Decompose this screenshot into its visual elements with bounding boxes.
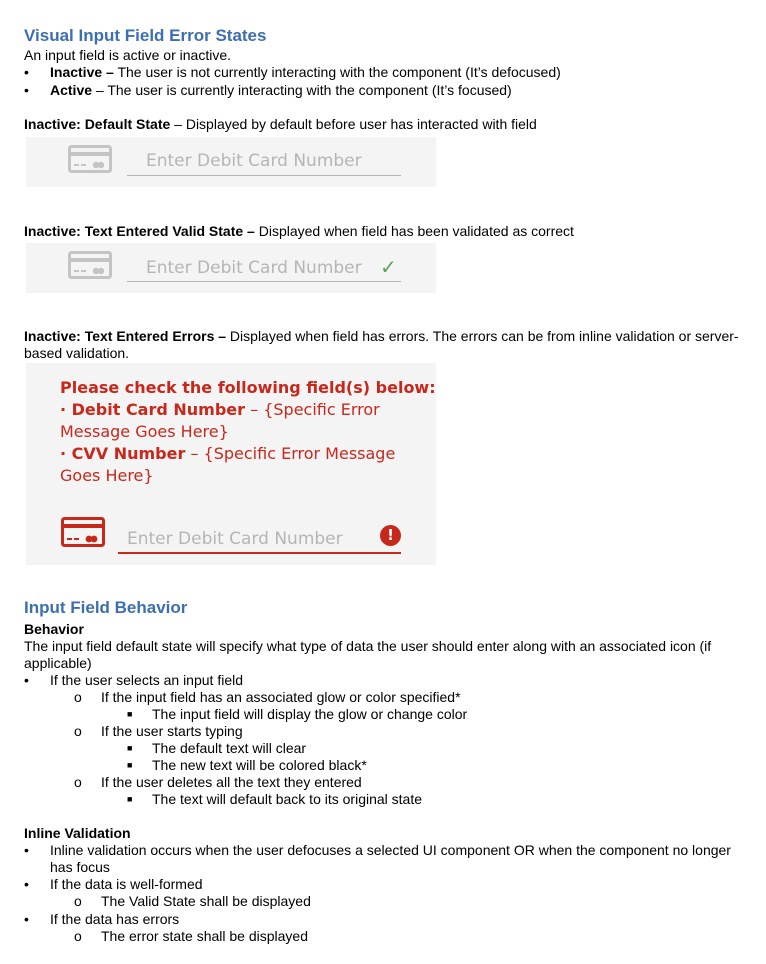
list-item: If the user starts typing	[101, 723, 243, 739]
error-msg-cont: Message Goes Here}	[60, 422, 229, 441]
error-item	[60, 444, 395, 463]
bullet-circle: o	[74, 774, 82, 790]
state-desc: Displayed when field has errors. The errors can be from inline validation or server-	[226, 328, 739, 344]
behavior-paragraph-cont: applicable)	[24, 655, 92, 671]
inline-validation-heading: Inline Validation	[24, 825, 131, 841]
alert-icon: !	[380, 525, 401, 546]
list-item: The input field will display the glow or change color	[152, 706, 468, 722]
bullet-square: ■	[127, 743, 133, 753]
section-title: Input Field Behavior	[24, 598, 188, 617]
input-underline	[127, 175, 401, 176]
error-msg: – {Specific Error Message	[185, 444, 396, 463]
list-item: The Valid State shall be displayed	[101, 893, 311, 909]
list-item: If the data has errors	[50, 911, 180, 927]
behavior-heading: Behavior	[24, 621, 84, 637]
list-item: If the input field has an associated glow or color specified*	[101, 689, 461, 705]
state-name: Inactive: Text Entered Errors –	[24, 328, 227, 344]
list-item: The new text will be colored black*	[152, 757, 367, 773]
error-field: · Debit Card Number	[60, 400, 246, 419]
error-state-preview	[26, 363, 436, 565]
list-item: If the user deletes all the text they entered	[101, 774, 362, 790]
bullet-circle: o	[74, 893, 82, 909]
error-field: · CVV Number	[60, 444, 186, 463]
list-item	[50, 64, 561, 81]
section-title: Visual Input Field Error States	[24, 26, 267, 45]
valid-state-preview	[26, 243, 436, 293]
bullet-circle: o	[74, 723, 82, 739]
list-item: The error state shall be displayed	[101, 928, 308, 944]
default-state-label	[24, 116, 537, 133]
intro-text: An input field is active or inactive.	[24, 47, 231, 63]
bullet-dot: •	[24, 672, 29, 688]
term: Inactive –	[50, 64, 114, 80]
error-state-label	[24, 328, 739, 345]
error-msg-cont: Goes Here}	[60, 466, 154, 485]
bullet-square: ■	[127, 794, 133, 804]
debit-card-input[interactable]: Enter Debit Card Number	[127, 529, 343, 549]
bullet-square: ■	[127, 760, 133, 770]
desc: – The user is currently interacting with the component (It’s focused)	[92, 82, 512, 98]
bullet-dot: •	[24, 876, 29, 892]
list-item: The text will default back to its original state	[152, 791, 423, 807]
bullet-dot: •	[24, 842, 29, 858]
bullet-dot: •	[24, 911, 29, 927]
error-summary-heading: Please check the following field(s) below:	[60, 378, 436, 397]
state-name: Inactive: Default State	[24, 116, 171, 132]
list-item: Inline validation occurs when the user defocuses a selected UI component OR when the component no longer	[50, 842, 731, 858]
bullet-circle: o	[74, 928, 82, 944]
list-item	[50, 82, 512, 99]
bullet-circle: o	[74, 689, 82, 705]
term: Active	[50, 82, 93, 98]
default-state-preview	[26, 137, 436, 187]
list-item: If the data is well-formed	[50, 876, 203, 892]
bullet-square: ■	[127, 709, 133, 719]
debit-card-input[interactable]: Enter Debit Card Number	[146, 258, 362, 278]
state-name: Inactive: Text Entered Valid State –	[24, 223, 255, 239]
valid-state-label	[24, 223, 574, 240]
check-icon: ✓	[380, 255, 397, 279]
list-item-cont: has focus	[50, 859, 110, 875]
desc: The user is not currently interacting with the component (It’s defocused)	[113, 64, 561, 80]
list-item: The default text will clear	[152, 740, 307, 756]
bullet-dot: •	[24, 64, 29, 80]
state-desc: – Displayed by default before user has interacted with field	[170, 116, 537, 132]
list-item: If the user selects an input field	[50, 672, 243, 688]
input-underline	[118, 552, 401, 554]
error-item	[60, 400, 380, 419]
input-underline	[127, 281, 401, 282]
credit-card-icon	[68, 251, 112, 279]
state-desc: Displayed when field has been validated as correct	[254, 223, 574, 239]
bullet-dot: •	[24, 82, 29, 98]
error-msg: – {Specific Error	[245, 400, 380, 419]
credit-card-icon	[61, 517, 105, 547]
error-state-desc-cont: based validation.	[24, 345, 130, 361]
behavior-paragraph: The input field default state will specify what type of data the user should enter along with an associated icon (if	[24, 638, 712, 654]
debit-card-input[interactable]: Enter Debit Card Number	[146, 151, 362, 171]
credit-card-icon	[68, 145, 112, 173]
